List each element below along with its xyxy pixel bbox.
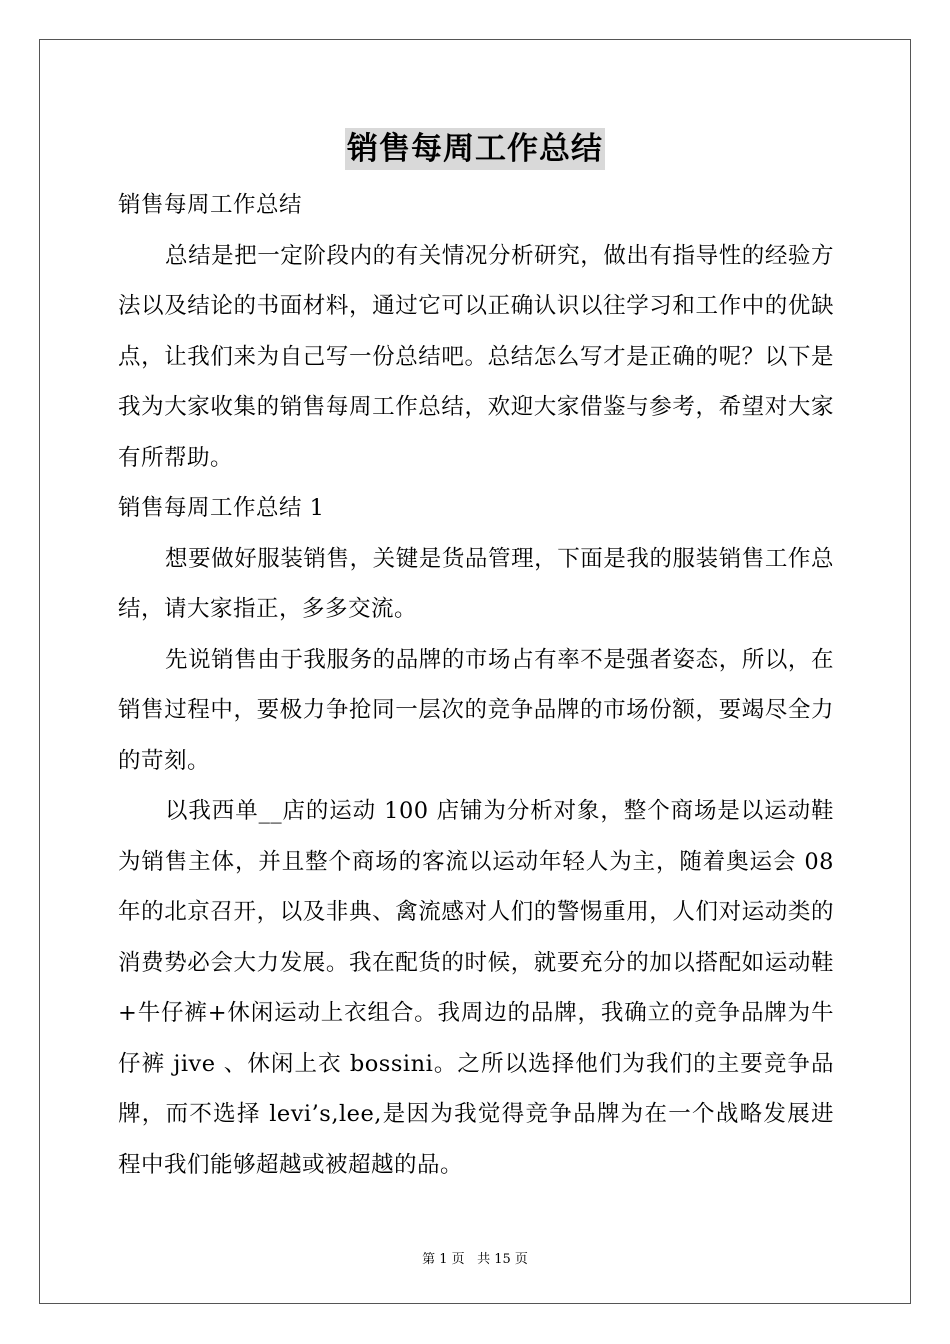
document-title: 销售每周工作总结 (345, 128, 605, 170)
page-total: 共 15 页 (477, 1252, 528, 1267)
paragraph: 总结是把一定阶段内的有关情况分析研究，做出有指导性的经验方法以及结论的书面材料，通过它可以正确认识以往学习和工作中的优缺点，让我们来为自己写一份总结吧。总结怎么写才是正确的呢？以下是我为大家收集的销售每周工作总结，欢迎大家借鉴与参考，希望对大家有所帮助。 (118, 242, 834, 471)
paragraph: 以我西单__店的运动 100 店铺为分析对象，整个商场是以运动鞋为销售主体，并且整个商场的客流以运动年轻人为主，随着奥运会 08 年的北京召开，以及非典、禽流感对人们的警惕重用，人们对运动类的消费势必会大力发展。我在配货的时候，就要充分的加以搭配如运动鞋+牛仔裤+休闲运动上衣组合。我周边的品牌，我确立的竞争品牌为牛仔裤 jive 、休闲上衣 bossini。之所以选择他们为我们的主要竞争品牌，而不选择 levi’s,lee,是因为我觉得竞争品牌为在一个战略发展进程中我们能够超越或被超越的品。 (118, 798, 834, 1178)
paragraph: 先说销售由于我服务的品牌的市场占有率不是强者姿态，所以，在销售过程中，要极力争抢同一层次的竞争品牌的市场份额，要竭尽全力的苛刻。 (118, 646, 834, 774)
paragraph: 想要做好服装销售，关键是货品管理，下面是我的服装销售工作总结，请大家指正，多多交流。 (118, 545, 834, 622)
title-container (0, 128, 950, 170)
page-number: 第 1 页 (422, 1252, 465, 1267)
document-body (118, 180, 834, 1190)
section-heading: 销售每周工作总结 1 (118, 495, 325, 521)
paragraph: 销售每周工作总结 (118, 192, 303, 218)
page-footer (0, 1248, 950, 1267)
